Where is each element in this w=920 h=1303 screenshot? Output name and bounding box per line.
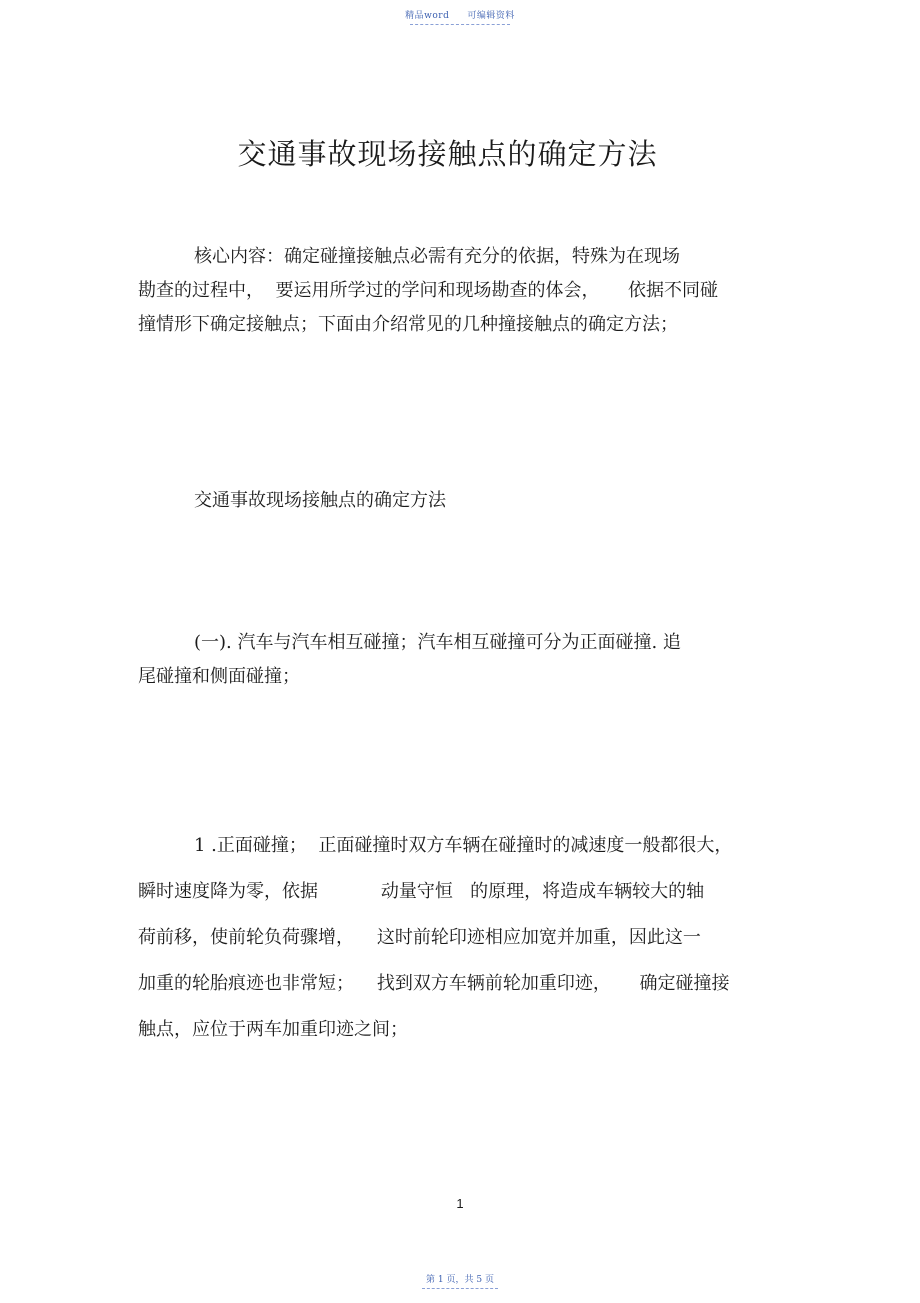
paragraph-line: 尾碰撞和侧面碰撞； <box>138 666 300 687</box>
paragraph-line: (一). 汽车与汽车相互碰撞；汽车相互碰撞可分为正面碰撞. 追 <box>194 632 681 653</box>
header-divider <box>410 24 510 25</box>
paragraph-core-content <box>138 240 778 342</box>
paragraph-line: 勘查的过程中， 要运用所学过的学问和现场勘查的体会， 依据不同碰 <box>138 280 719 301</box>
page-footer <box>0 1272 920 1289</box>
page-number: 1 <box>456 1196 464 1211</box>
page-header <box>0 8 920 25</box>
paragraph-line: 撞情形下确定接触点；下面由介绍常见的几种撞接触点的确定方法； <box>138 314 678 335</box>
paragraph-head-on-collision <box>138 823 783 1053</box>
header-right-text: 可编辑资料 <box>467 11 515 21</box>
paragraph-line: 瞬时速度降为零，依据 动量守恒 的原理，将造成车辆较大的轴 <box>138 881 705 902</box>
footer-divider <box>422 1288 498 1289</box>
paragraph-line: 触点，应位于两车加重印迹之间； <box>138 1019 408 1040</box>
paragraph-line: 加重的轮胎痕迹也非常短； 找到双方车辆前轮加重印迹， 确定碰撞接 <box>138 973 730 994</box>
paragraph-line: 1 .正面碰撞； 正面碰撞时双方车辆在碰撞时的减速度一般都很大， <box>194 835 733 856</box>
paragraph-line: 荷前移，使前轮负荷骤增， 这时前轮印迹相应加宽并加重，因此这一 <box>138 927 701 948</box>
footer-page-count: 第 1 页，共 5 页 <box>426 1275 494 1285</box>
paragraph-vehicle-collision <box>138 626 778 694</box>
document-title: 交通事故现场接触点的确定方法 <box>237 137 658 171</box>
header-left-text: 精品word <box>405 11 450 21</box>
paragraph-line: 核心内容：确定碰撞接触点必需有充分的依据，特殊为在现场 <box>194 246 680 267</box>
section-subheading: 交通事故现场接触点的确定方法 <box>194 490 446 511</box>
